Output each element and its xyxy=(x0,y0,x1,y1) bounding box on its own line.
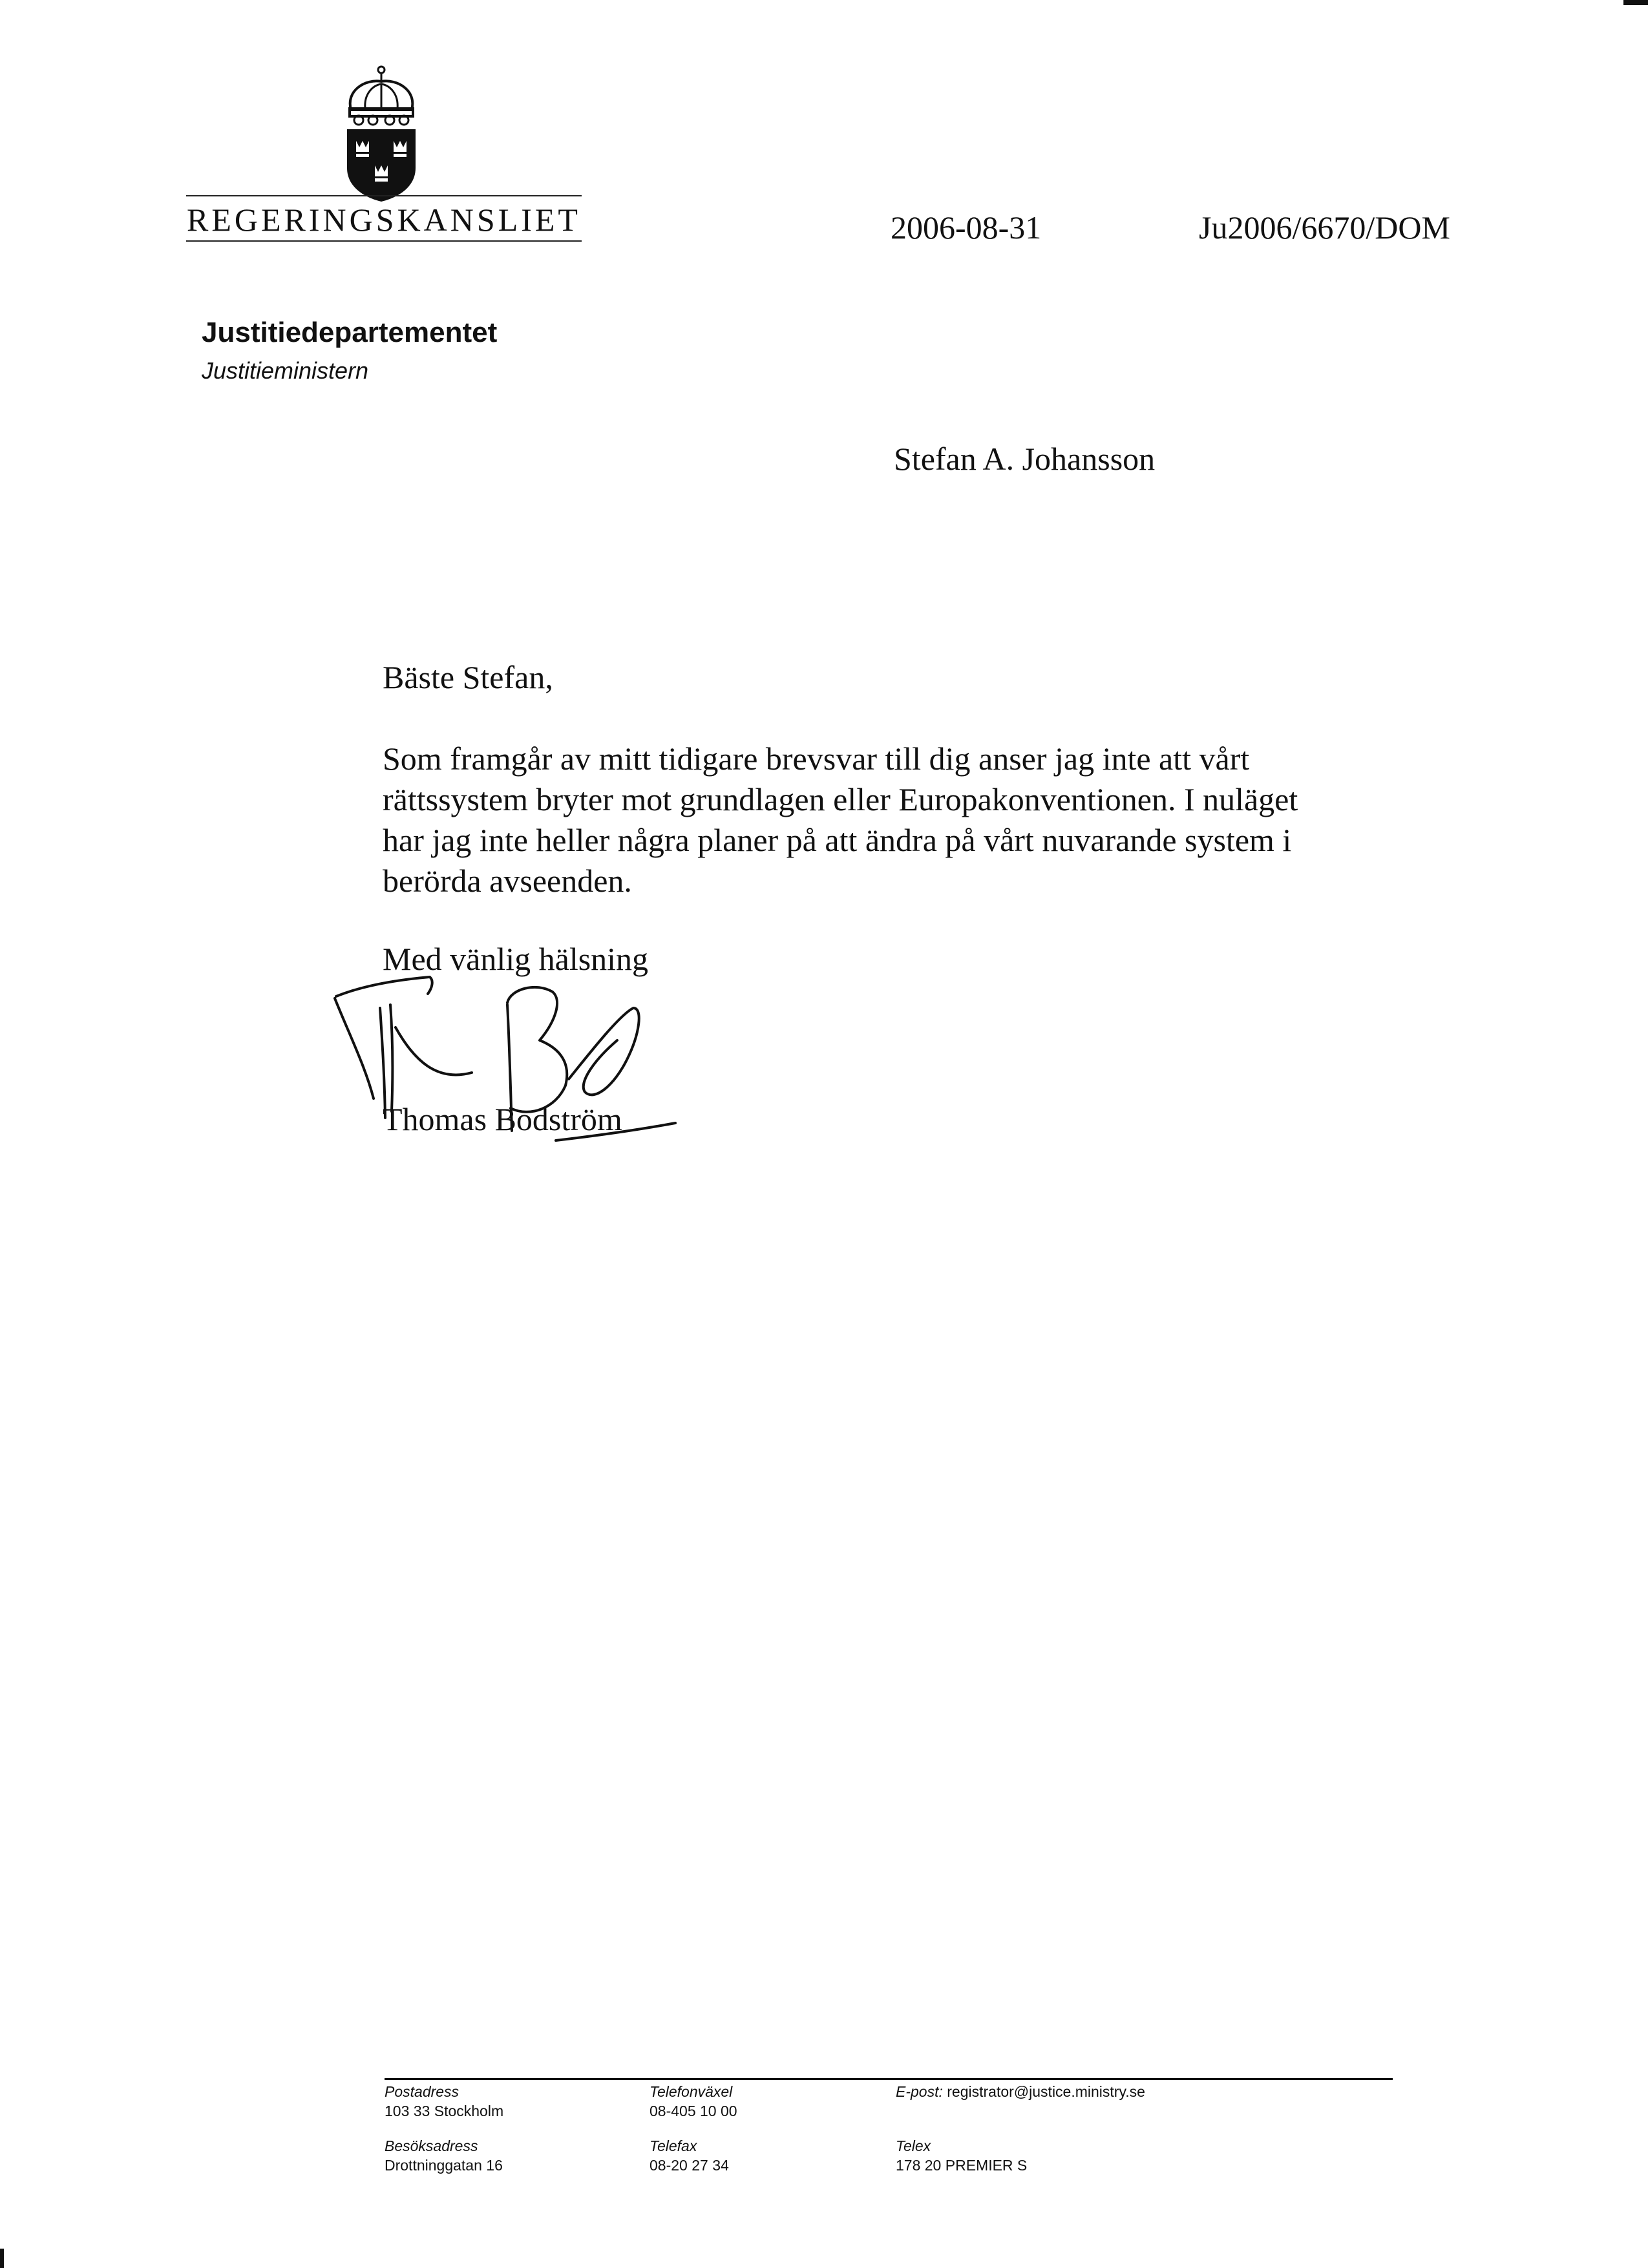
body-line: Som framgår av mitt tidigare brevsvar till dig anser jag inte att vårt xyxy=(383,740,1250,777)
letter-date: 2006-08-31 xyxy=(891,209,1042,246)
footer-postal xyxy=(385,2082,503,2175)
reference-number: Ju2006/6670/DOM xyxy=(1199,209,1450,246)
postal-label: Postadress xyxy=(385,2083,460,2100)
body-line: rättssystem bryter mot grundlagen eller Europakonventionen. I nuläget xyxy=(383,781,1298,817)
email-value: registrator@justice.ministry.se xyxy=(947,2083,1145,2100)
sub-department-name: Justitieministern xyxy=(202,357,369,384)
organization-logo-text: REGERINGSKANSLIET xyxy=(187,202,581,238)
telex-value: 178 20 PREMIER S xyxy=(896,2157,1028,2174)
logo-rule-bottom xyxy=(186,240,582,242)
scan-edge-mark xyxy=(1623,0,1648,5)
postal-value: 103 33 Stockholm xyxy=(385,2103,504,2119)
footer-rule xyxy=(385,2078,1393,2080)
letter-body xyxy=(383,739,1442,901)
department-name: Justitiedepartementet xyxy=(202,317,498,348)
footer-phone xyxy=(650,2082,737,2175)
fax-value: 08-20 27 34 xyxy=(650,2157,729,2174)
body-line: har jag inte heller några planer på att ändra på vårt nuvarande system i xyxy=(383,822,1292,858)
footer-contact xyxy=(896,2082,1145,2175)
handwritten-signature-icon xyxy=(323,969,685,1163)
fax-label: Telefax xyxy=(650,2137,697,2154)
phone-label: Telefonväxel xyxy=(650,2083,733,2100)
recipient-name: Stefan A. Johansson xyxy=(894,441,1156,477)
phone-value: 08-405 10 00 xyxy=(650,2103,737,2119)
visit-label: Besöksadress xyxy=(385,2137,478,2154)
body-line: berörda avseenden. xyxy=(383,863,632,899)
signer-name: Thomas Bodström xyxy=(383,1101,622,1137)
visit-value: Drottninggatan 16 xyxy=(385,2157,503,2174)
salutation: Bäste Stefan, xyxy=(383,659,553,695)
telex-label: Telex xyxy=(896,2137,931,2154)
scan-edge-mark xyxy=(0,2249,4,2268)
closing: Med vänlig hälsning xyxy=(383,941,649,977)
swedish-crown-crest-icon xyxy=(339,65,423,204)
email-label: E-post: xyxy=(896,2083,943,2100)
logo-rule-top xyxy=(186,195,582,196)
